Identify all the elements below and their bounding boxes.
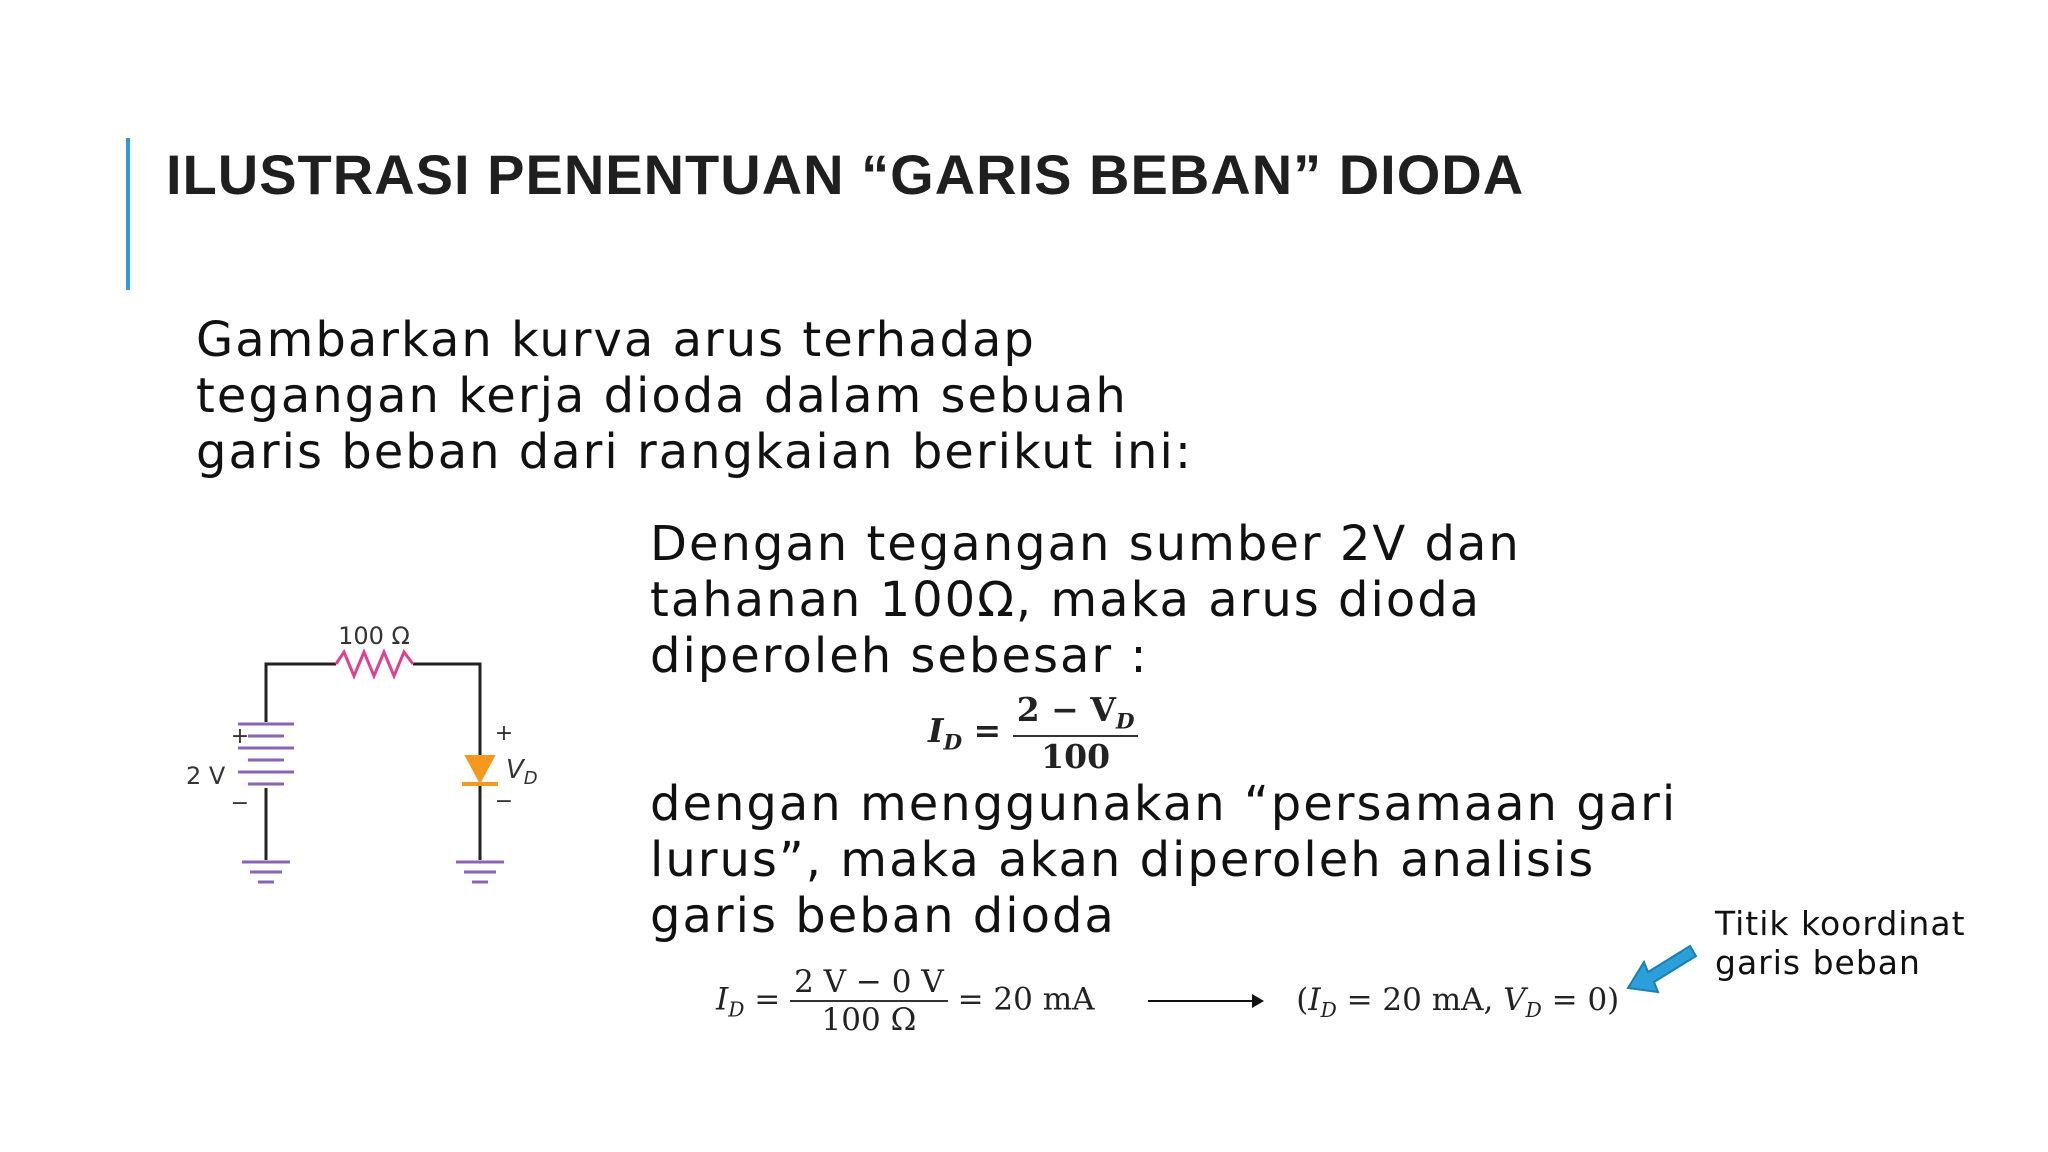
coord-voltage-value: = 0) [1541,981,1620,1018]
eq2-fraction [790,964,948,1038]
given-line: tahanan 100Ω, maka arus dioda [650,572,1482,628]
analysis-line: dengan menggunakan “persamaan gari [650,776,1678,832]
eq2-lhs: I [716,981,729,1018]
diode-symbol [466,756,494,782]
eq1-lhs-subscript: D [943,730,963,756]
slide-title: ILUSTRASI PENENTUAN “GARIS BEBAN” DIODA [166,143,1525,206]
circuit-diagram [168,610,568,900]
note-line: Titik koordinat [1715,904,1966,943]
coord-current-subscript: D [1320,997,1337,1022]
eq1-numerator-subscript: D [1115,709,1135,735]
source-voltage-label: 2 V [186,762,226,790]
eq2-result: = 20 mA [957,981,1095,1018]
eq1-fraction [1013,690,1139,776]
diode-plus-sign: + [494,721,514,746]
eq1-denominator: 100 [1041,736,1111,776]
right-arrow-icon [1148,1000,1262,1002]
resistor-symbol [336,652,413,676]
battery-minus-sign: − [230,791,250,816]
wire-left-top [266,664,336,722]
coord-voltage-subscript: D [1525,997,1542,1022]
title-accent-bar [126,138,130,290]
analysis-line: lurus”, maka akan diperoleh analisis [650,832,1596,888]
eq2-denominator: 100 Ω [821,1002,917,1038]
diode-minus-sign: − [494,789,514,814]
arrow-pointer-icon [1622,940,1702,1000]
intro-line: Gambarkan kurva arus terhadap [196,312,1036,368]
load-line-coordinate [1296,981,1620,1022]
intro-line: garis beban dari rangkaian berikut ini: [196,424,1193,480]
load-line-point-equation [716,964,1619,1038]
given-paragraph [650,516,1521,684]
coord-current-value: = 20 mA, [1336,981,1504,1018]
eq2-lhs-subscript: D [728,997,745,1022]
resistor-label: 100 Ω [338,622,410,650]
intro-line: tegangan kerja dioda dalam sebuah [196,368,1128,424]
battery-plus-sign: + [230,724,250,749]
ground-right-symbol [456,862,504,882]
analysis-line: garis beban dioda [650,888,1116,944]
eq1-lhs: I [928,710,944,750]
diode-voltage-label: $V_D$ [506,755,538,789]
note-line: garis beban [1715,943,1921,982]
given-line: diperoleh sebesar : [650,628,1149,684]
intro-paragraph [196,312,1193,480]
analysis-paragraph [650,776,1677,944]
coordinate-note [1715,904,1966,982]
given-line: Dengan tegangan sumber 2V dan [650,516,1521,572]
eq1-numerator-text: 2 − V [1016,690,1116,729]
diode-current-equation [928,690,1138,776]
eq1-numerator [1013,690,1139,737]
wire-right-top [413,664,480,758]
coord-current-symbol: I [1308,981,1321,1018]
coord-voltage-symbol: V [1503,981,1526,1018]
eq2-equals: = [754,981,781,1018]
eq2-numerator: 2 V − 0 V [790,964,948,1002]
eq1-equals: = [973,710,1002,750]
ground-left-symbol [242,862,290,882]
coord-open: ( [1296,981,1309,1018]
